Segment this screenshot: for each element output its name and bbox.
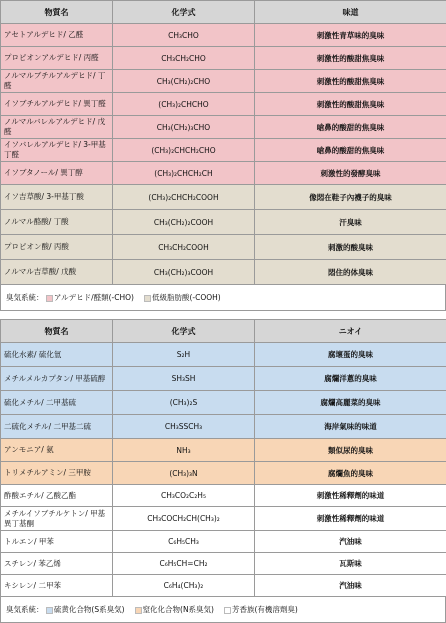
legend-item [144,293,221,302]
smell-cell: 悶住的体臭味 [255,260,446,285]
smell-cell: 像悶在鞋子內襪子的臭味 [255,185,446,210]
legend-swatch-icon [224,607,231,614]
col-header-name: 物質名 [1,320,113,343]
table-row [1,260,446,285]
smell-cell: 刺激性的酸甜焦臭味 [255,70,446,93]
legend-item [135,605,214,614]
col-header-smell: 味道 [255,1,446,24]
formula-cell: (CH₃)₂CHCHO [113,93,255,116]
formula-cell: C₆H₄(CH₃)₂ [113,575,255,597]
legend-label: 窒化化合物(N系臭気) [143,605,214,614]
legend-item [224,605,298,614]
substance-name-cell: トリメチルアミン/ 三甲胺 [1,462,113,485]
aldehyde-acid-table [0,0,446,285]
smell-cell: 汽油味 [255,575,446,597]
substance-name-cell: プロピオンアルデヒド/ 丙醛 [1,47,113,70]
smell-cell: 腐爛洋蔥的臭味 [255,367,446,391]
formula-cell: CH₃CH₂CHO [113,47,255,70]
table-row [1,116,446,139]
smell-cell: 刺激的酸臭味 [255,235,446,260]
substance-name-cell: ノルマル吉草酸/ 戊酸 [1,260,113,285]
formula-cell: (CH₃)₂S [113,391,255,415]
legend-label: アルデヒド/醛類(-CHO) [54,293,134,302]
substance-name-cell: イソブチルアルデヒド/ 異丁醛 [1,93,113,116]
substance-name-cell: 酢酸エチル/ 乙酸乙酯 [1,485,113,507]
smell-cell: 刺激性的酸甜焦臭味 [255,47,446,70]
table-row [1,210,446,235]
legend-prefix: 臭気系統： [6,605,44,614]
smell-cell: 腐壞蛋的臭味 [255,343,446,367]
smell-cell: 腐爛高麗菜的臭味 [255,391,446,415]
legend-odor-system-1 [0,285,446,311]
formula-cell: NH₃ [113,439,255,462]
substance-name-cell: 二硫化メチル/ 二甲基二硫 [1,415,113,439]
substance-name-cell: トルエン/ 甲苯 [1,531,113,553]
formula-cell: (CH₃)₂CHCH₂CHO [113,139,255,162]
formula-cell: CH₃CO₂C₂H₅ [113,485,255,507]
formula-cell: S₂H [113,343,255,367]
col-header-formula: 化学式 [113,1,255,24]
table-row [1,391,446,415]
smell-cell: 類似尿的臭味 [255,439,446,462]
formula-cell: (CH₃)₂CHCH₂CH [113,162,255,185]
col-header-smell: ニオイ [255,320,446,343]
col-header-formula: 化学式 [113,320,255,343]
smell-cell: 刺激性稀釋劑的味道 [255,485,446,507]
table-row [1,439,446,462]
table-row [1,185,446,210]
legend-odor-system-2 [0,597,446,623]
substance-name-cell: アンモニア/ 氨 [1,439,113,462]
smell-cell: 瓦斯味 [255,553,446,575]
substance-name-cell: キシレン/ 二甲苯 [1,575,113,597]
formula-cell: CH₃COCH₂CH(CH₃)₂ [113,507,255,531]
table-row [1,93,446,116]
legend-item [46,605,125,614]
legend-prefix: 臭気系統： [6,293,44,302]
formula-cell: C₆H₅CH₃ [113,531,255,553]
substance-name-cell: スチレン/ 苯乙烯 [1,553,113,575]
table-row [1,70,446,93]
substance-name-cell: プロピオン酸/ 丙酸 [1,235,113,260]
table-row [1,575,446,597]
formula-cell: C₆H₅CH=CH₂ [113,553,255,575]
legend-item [46,293,134,302]
legend-swatch-icon [46,607,53,614]
col-header-name: 物質名 [1,1,113,24]
formula-cell: (CH₃)₂CHCH₂COOH [113,185,255,210]
smell-cell: 刺激性的發酵臭味 [255,162,446,185]
table-row [1,415,446,439]
formula-cell: CH₃(CH₂)₂CHO [113,70,255,93]
legend-swatch-icon [135,607,142,614]
substance-name-cell: ノルマルバレルアルデヒド/ 戊醛 [1,116,113,139]
formula-cell: CH₃SSCH₃ [113,415,255,439]
table-row [1,553,446,575]
substance-name-cell: イソ吉草酸/ 3-甲基丁酸 [1,185,113,210]
smell-cell: 腐爛魚的臭味 [255,462,446,485]
smell-cell: 刺激性稀釋劑的味道 [255,507,446,531]
formula-cell: (CH₃)₃N [113,462,255,485]
sulfur-nitrogen-aromatic-table [0,319,446,597]
legend-swatch-icon [144,295,151,302]
formula-cell: CH₃(CH₂)₃COOH [113,260,255,285]
legend-label: 硫黄化合物(S系臭気) [54,605,125,614]
formula-cell: CH₃(CH₂)₂COOH [113,210,255,235]
substance-name-cell: イソブタノール/ 異丁醇 [1,162,113,185]
table-row [1,462,446,485]
table-row [1,343,446,367]
substance-name-cell: ノルマル酪酸/ 丁酸 [1,210,113,235]
substance-name-cell: 硫化水素/ 硫化氫 [1,343,113,367]
substance-name-cell: ノルマルブチルアルデヒド/ 丁醛 [1,70,113,93]
table-row [1,162,446,185]
substance-name-cell: 硫化メチル/ 二甲基硫 [1,391,113,415]
substance-name-cell: イソバレルアルデヒド/ 3-甲基丁醛 [1,139,113,162]
formula-cell: CH₃CH₂COOH [113,235,255,260]
smell-cell: 汽油味 [255,531,446,553]
formula-cell: SH₃SH [113,367,255,391]
smell-cell: 嗆鼻的酸甜的焦臭味 [255,139,446,162]
smell-cell: 刺激性青草味的臭味 [255,24,446,47]
table-row [1,235,446,260]
smell-cell: 刺激性的酸甜焦臭味 [255,93,446,116]
legend-swatch-icon [46,295,53,302]
table-row [1,507,446,531]
table-row [1,24,446,47]
table-row [1,47,446,70]
table-row [1,367,446,391]
formula-cell: CH₃(CH₂)₃CHO [113,116,255,139]
substance-name-cell: メチルメルカプタン/ 甲基硫醇 [1,367,113,391]
smell-cell: 汗臭味 [255,210,446,235]
table-row [1,139,446,162]
formula-cell: CH₃CHO [113,24,255,47]
legend-label: 芳香族(有機溶劑臭) [232,605,298,614]
substance-name-cell: アセトアルデヒド/ 乙醛 [1,24,113,47]
smell-cell: 海岸氣味的味道 [255,415,446,439]
substance-name-cell: メチルイソブチルケトン/ 甲基異丁基酮 [1,507,113,531]
table-row [1,531,446,553]
table-row [1,485,446,507]
smell-cell: 嗆鼻的酸甜的焦臭味 [255,116,446,139]
legend-label: 低級脂肪酸(-COOH) [152,293,221,302]
